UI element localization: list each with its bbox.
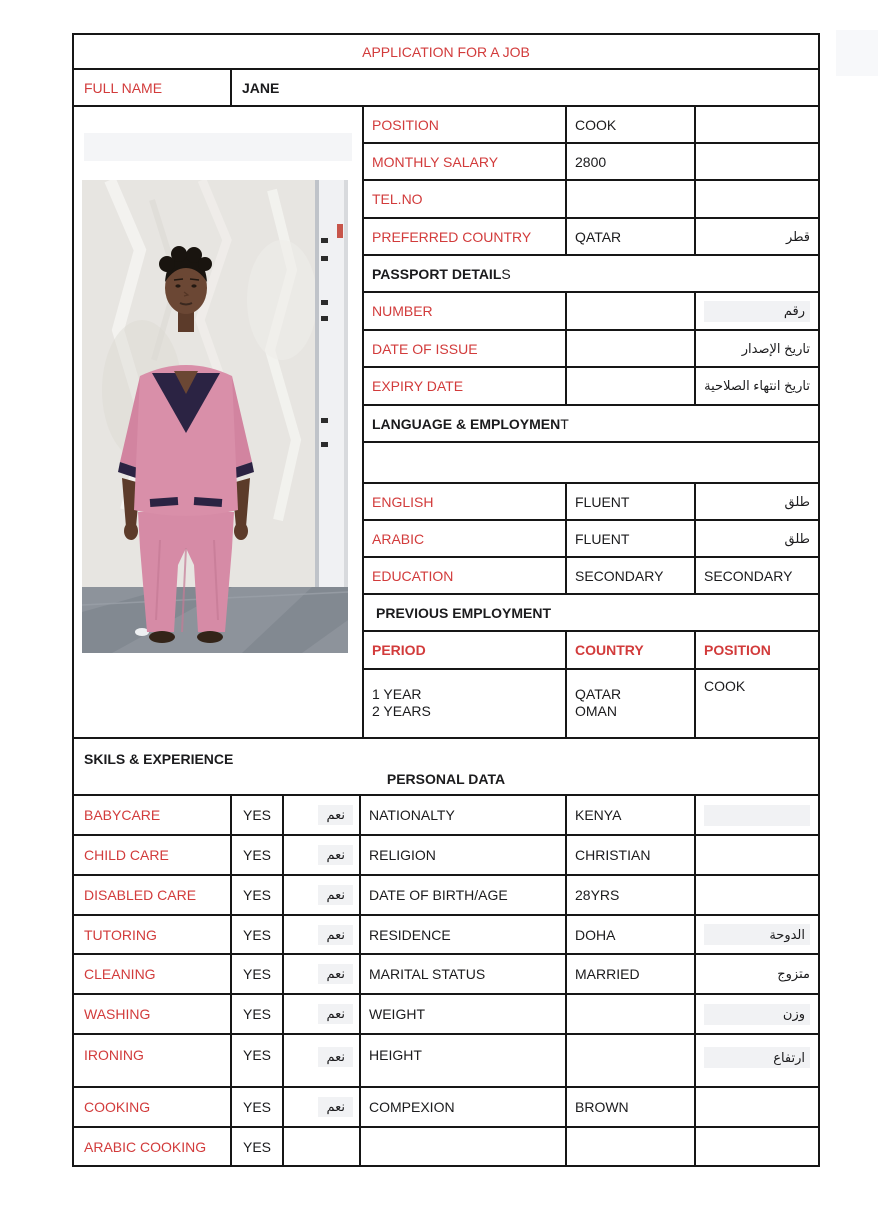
cleaning-yes: YES xyxy=(232,955,284,993)
babycare-yes: YES xyxy=(232,796,284,834)
cooking-row xyxy=(74,1088,818,1128)
position-column-header: POSITION xyxy=(704,642,771,658)
full-name-label: FULL NAME xyxy=(74,70,232,105)
nationality-arabic-cell xyxy=(696,796,818,834)
preferred-country-row xyxy=(364,219,818,256)
date-of-issue-arabic: تاريخ الإصدار xyxy=(741,340,810,356)
disabledcare-row xyxy=(74,876,818,916)
language-empty-row xyxy=(364,443,818,484)
expiry-date-arabic: تاريخ انتهاء الصلاحية xyxy=(704,378,810,393)
complexion-value: BROWN xyxy=(567,1088,696,1126)
telno-row xyxy=(364,181,818,219)
height-value xyxy=(567,1035,696,1086)
applicant-photo-illustration xyxy=(82,180,348,653)
cleaning-naam-cell xyxy=(284,955,361,993)
passport-header xyxy=(364,256,818,291)
period-line2: 2 YEARS xyxy=(372,703,431,719)
passport-header-bold: PASSPORT DETAIL xyxy=(372,265,502,282)
passport-number-row xyxy=(364,293,818,331)
empty-label-cell xyxy=(361,1128,567,1165)
salary-label: MONTHLY SALARY xyxy=(364,144,567,179)
scan-artifact xyxy=(836,30,878,76)
birth-age-value: 28YRS xyxy=(567,876,696,914)
arabic-cooking-yes: YES xyxy=(232,1128,284,1165)
height-arabic-box: ارتفاع xyxy=(704,1047,810,1068)
arabic-arabic: طلق xyxy=(784,530,810,546)
language-empty-cell xyxy=(364,443,818,482)
date-of-issue-value xyxy=(567,331,696,366)
birth-age-arabic xyxy=(696,876,818,914)
cooking-label: COOKING xyxy=(74,1088,232,1126)
tutoring-yes: YES xyxy=(232,916,284,953)
weight-value xyxy=(567,995,696,1033)
telno-label: TEL.NO xyxy=(364,181,567,217)
english-value: FLUENT xyxy=(567,484,696,519)
cleaning-row xyxy=(74,955,818,995)
cooking-yes: YES xyxy=(232,1088,284,1126)
salary-row xyxy=(364,144,818,181)
weight-label: WEIGHT xyxy=(361,995,567,1033)
period-column-header: PERIOD xyxy=(364,632,567,668)
arabic-cooking-row xyxy=(74,1128,818,1165)
position-label: POSITION xyxy=(364,107,567,142)
disabledcare-yes: YES xyxy=(232,876,284,914)
childcare-label: CHILD CARE xyxy=(74,836,232,874)
washing-naam-cell xyxy=(284,995,361,1033)
english-arabic: طلق xyxy=(784,493,810,509)
passport-header-row xyxy=(364,256,818,293)
skills-personal-grid xyxy=(74,796,818,1165)
language-header-tail: T xyxy=(560,415,569,432)
language-header-bold: LANGUAGE & EMPLOYMEN xyxy=(372,415,561,432)
religion-arabic xyxy=(696,836,818,874)
form-title: APPLICATION FOR A JOB xyxy=(362,43,530,60)
tutoring-naam-cell xyxy=(284,916,361,953)
nationality-label: NATIONALTY xyxy=(361,796,567,834)
passport-number-label: NUMBER xyxy=(364,293,567,329)
passport-header-tail: S xyxy=(501,265,511,282)
country-line2: OMAN xyxy=(575,703,617,719)
date-of-issue-label: DATE OF ISSUE xyxy=(364,331,567,366)
employment-columns-row xyxy=(364,632,818,670)
ironing-naam: نعم xyxy=(318,1047,353,1067)
salary-arabic xyxy=(696,144,818,179)
passport-number-value xyxy=(567,293,696,329)
cooking-naam-cell xyxy=(284,1088,361,1126)
expiry-date-value xyxy=(567,368,696,404)
education-label: EDUCATION xyxy=(364,558,567,593)
childcare-yes: YES xyxy=(232,836,284,874)
residence-value: DOHA xyxy=(567,916,696,953)
photo-cell xyxy=(74,107,364,737)
babycare-naam-cell xyxy=(284,796,361,834)
height-arabic-cell xyxy=(696,1035,818,1086)
arabic-value: FLUENT xyxy=(567,521,696,556)
employment-position-value: COOK xyxy=(704,678,746,694)
nationality-value: KENYA xyxy=(567,796,696,834)
language-header xyxy=(364,406,818,441)
arabic-label: ARABIC xyxy=(364,521,567,556)
empty-value-cell xyxy=(567,1128,696,1165)
babycare-label: BABYCARE xyxy=(74,796,232,834)
washing-row xyxy=(74,995,818,1035)
childcare-naam: نعم xyxy=(318,845,353,865)
complexion-arabic xyxy=(696,1088,818,1126)
weight-arabic-box: وزن xyxy=(704,1004,810,1025)
redacted-name-box xyxy=(84,133,352,161)
telno-arabic xyxy=(696,181,818,217)
period-value xyxy=(364,670,567,737)
salary-value: 2800 xyxy=(567,144,696,179)
complexion-label: COMPEXION xyxy=(361,1088,567,1126)
title-row xyxy=(74,35,818,70)
marital-status-value: MARRIED xyxy=(567,955,696,993)
disabledcare-label: DISABLED CARE xyxy=(74,876,232,914)
preferred-country-value: QATAR xyxy=(567,219,696,254)
marital-status-arabic: متزوج xyxy=(777,966,810,981)
tutoring-label: TUTORING xyxy=(74,916,232,953)
full-name-row xyxy=(74,70,818,107)
residence-arabic-box: الدوحة xyxy=(704,924,810,945)
education-arabic: SECONDARY xyxy=(704,567,793,584)
preferred-country-arabic: قطر xyxy=(785,228,810,244)
birth-age-label: DATE OF BIRTH/AGE xyxy=(361,876,567,914)
empty-arabic-cell xyxy=(696,1128,818,1165)
english-row xyxy=(364,484,818,521)
childcare-naam-cell xyxy=(284,836,361,874)
residence-label: RESIDENCE xyxy=(361,916,567,953)
cooking-naam: نعم xyxy=(318,1097,353,1117)
passport-number-arabic-cell xyxy=(696,293,818,329)
passport-number-arabic: رقم xyxy=(704,301,810,322)
cleaning-label: CLEANING xyxy=(74,955,232,993)
childcare-row xyxy=(74,836,818,876)
country-value xyxy=(567,670,696,737)
mid-section xyxy=(74,107,818,739)
religion-value: CHRISTIAN xyxy=(567,836,696,874)
date-of-issue-row xyxy=(364,331,818,368)
disabledcare-naam-cell xyxy=(284,876,361,914)
position-value: COOK xyxy=(567,107,696,142)
info-table xyxy=(364,107,818,737)
expiry-date-row xyxy=(364,368,818,406)
country-line1: QATAR xyxy=(575,686,622,702)
washing-label: WASHING xyxy=(74,995,232,1033)
expiry-date-label: EXPIRY DATE xyxy=(364,368,567,404)
telno-value xyxy=(567,181,696,217)
application-form-table xyxy=(72,33,820,1167)
cleaning-naam: نعم xyxy=(318,964,353,984)
previous-employment-header: PREVIOUS EMPLOYMENT xyxy=(376,604,552,621)
arabic-cooking-label: ARABIC COOKING xyxy=(74,1128,232,1165)
tutoring-row xyxy=(74,916,818,955)
arabic-row xyxy=(364,521,818,558)
personal-data-title: PERSONAL DATA xyxy=(386,771,506,787)
babycare-row xyxy=(74,796,818,836)
education-row xyxy=(364,558,818,595)
ironing-naam-cell xyxy=(284,1035,361,1086)
applicant-photo xyxy=(82,180,348,653)
nationality-arabic-box xyxy=(704,805,810,826)
arabic-cooking-naam-cell xyxy=(284,1128,361,1165)
washing-naam: نعم xyxy=(318,1004,353,1024)
skills-title: SKILS & EXPERIENCE xyxy=(84,751,234,767)
ironing-row xyxy=(74,1035,818,1088)
employment-data-row xyxy=(364,670,818,737)
full-name-value: JANE xyxy=(242,79,280,96)
ironing-label: IRONING xyxy=(74,1035,232,1086)
skills-section-header xyxy=(74,739,818,796)
residence-arabic-cell xyxy=(696,916,818,953)
position-row xyxy=(364,107,818,144)
language-header-row xyxy=(364,406,818,443)
tutoring-naam: نعم xyxy=(318,925,353,945)
religion-label: RELIGION xyxy=(361,836,567,874)
previous-employment-header-row xyxy=(364,595,818,632)
washing-yes: YES xyxy=(232,995,284,1033)
english-label: ENGLISH xyxy=(364,484,567,519)
disabledcare-naam: نعم xyxy=(318,885,353,905)
babycare-naam: نعم xyxy=(318,805,353,825)
country-column-header: COUNTRY xyxy=(567,632,696,668)
period-line1: 1 YEAR xyxy=(372,686,422,702)
preferred-country-label: PREFERRED COUNTRY xyxy=(364,219,567,254)
education-value: SECONDARY xyxy=(567,558,696,593)
height-label: HEIGHT xyxy=(361,1035,567,1086)
position-arabic xyxy=(696,107,818,142)
weight-arabic-cell xyxy=(696,995,818,1033)
ironing-yes: YES xyxy=(232,1035,284,1086)
marital-status-label: MARITAL STATUS xyxy=(361,955,567,993)
